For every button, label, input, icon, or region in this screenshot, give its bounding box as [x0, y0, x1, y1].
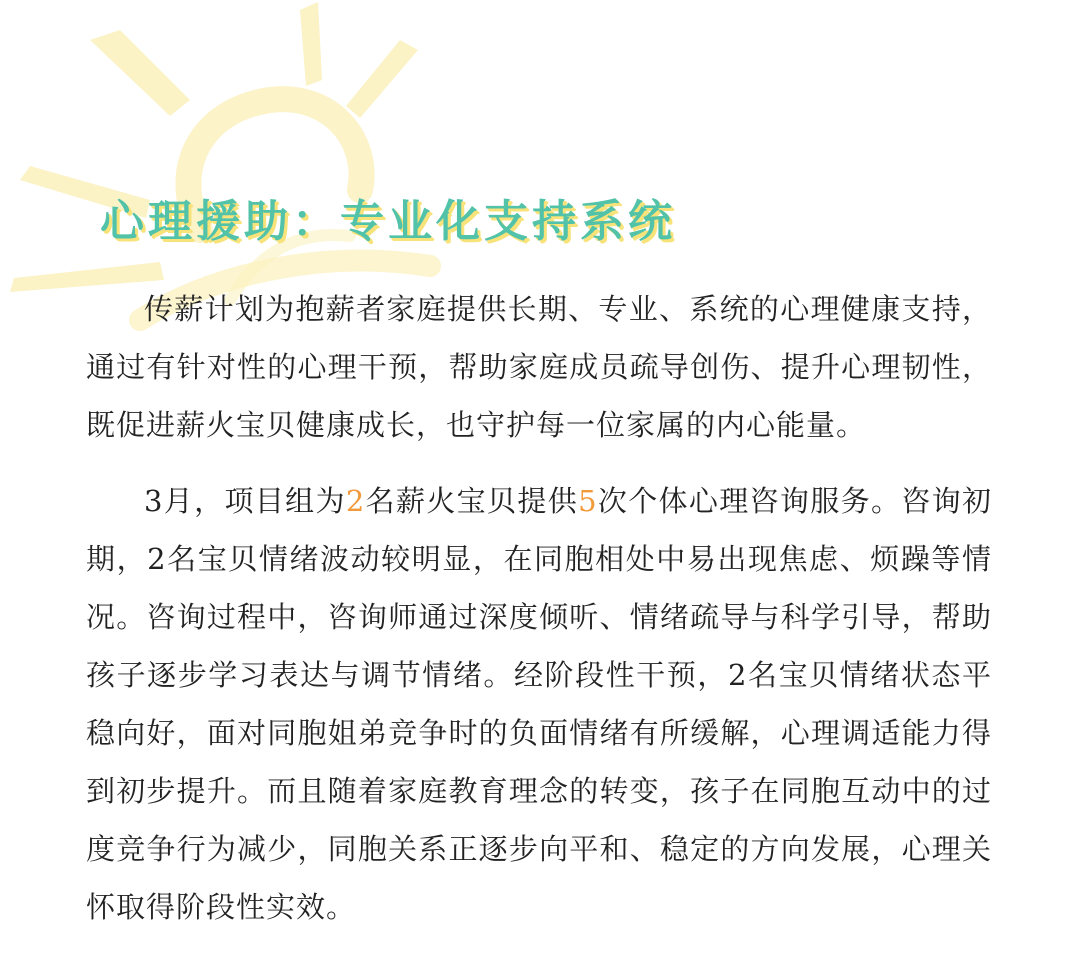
- article-body: [86, 280, 992, 954]
- paragraph-intro: 传薪计划为抱薪者家庭提供长期、专业、系统的心理健康支持，通过有针对性的心理干预，帮助家庭成员疏导创伤、提升心理韧性，既促进薪火宝贝健康成长，也守护每一位家属的内心能量。: [86, 292, 992, 442]
- page-title: 心理援助：专业化支持系统: [100, 196, 676, 247]
- paragraph-text: 名薪火宝贝提供: [365, 484, 579, 518]
- paragraph-march-report: [86, 472, 992, 936]
- highlight-number-children: 2: [345, 484, 366, 518]
- paragraph-text: 次个体心理咨询服务。咨询初期，2名宝贝情绪波动较明显，在同胞相处中易出现焦虑、烦躁等情况。咨询过程中，咨询师通过深度倾听、情绪疏导与科学引导，帮助孩子逐步学习表达与调节情绪。经阶段性干预，2名宝贝情绪状态平稳向好，面对同胞姐弟竞争时的负面情绪有所缓解，心理调适能力得到初步提升。而且随着家庭教育理念的转变，孩子在同胞互动中的过度竞争行为减少，同胞关系正逐步向平和、稳定的方向发展，心理关怀取得阶段性实效。: [86, 484, 992, 924]
- highlight-number-sessions: 5: [578, 484, 598, 518]
- paragraph-text: 3月，项目组为: [144, 484, 346, 518]
